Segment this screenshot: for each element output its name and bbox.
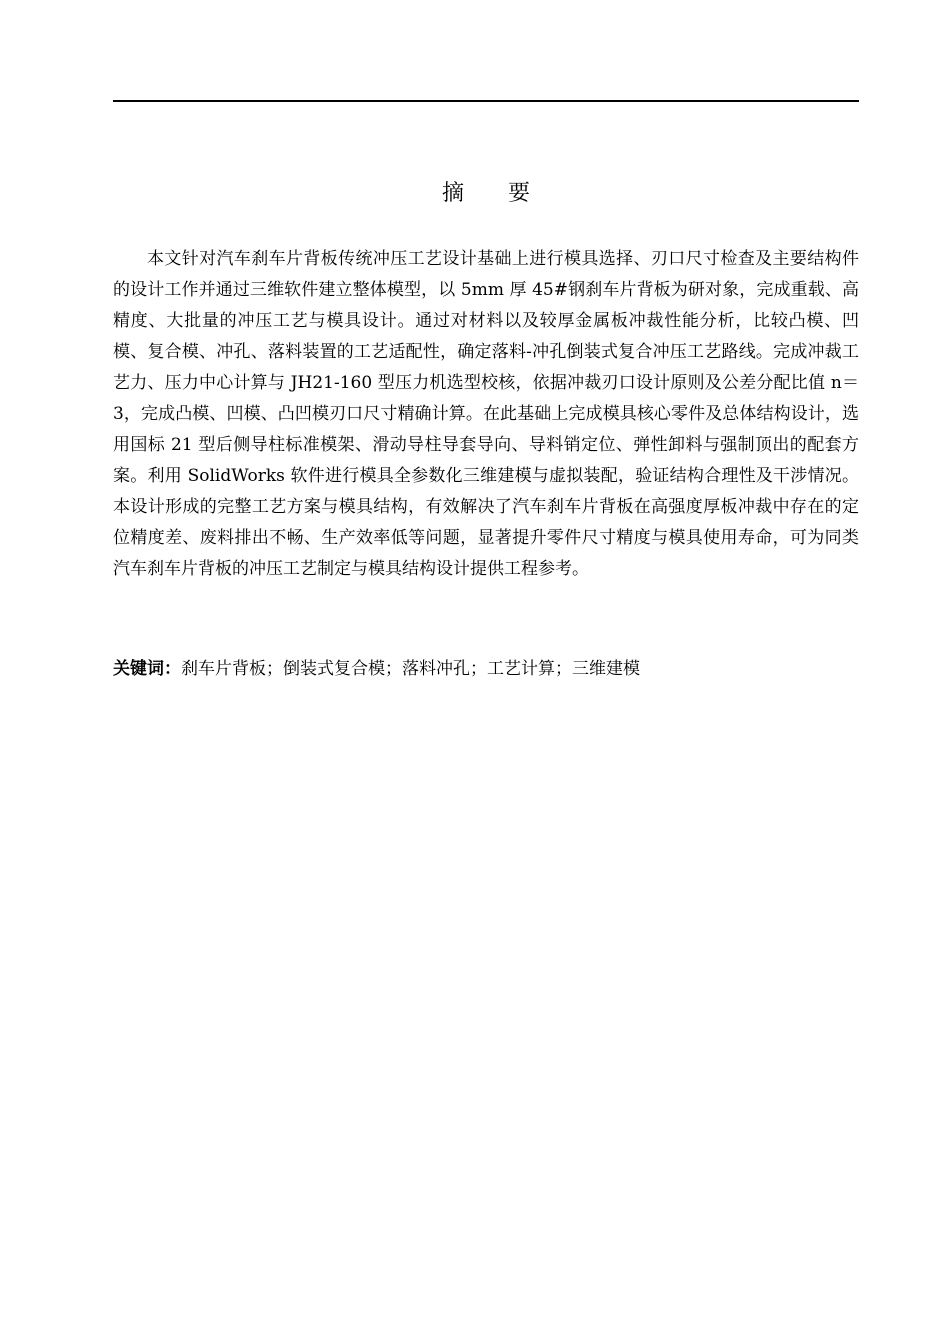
keywords-text: 刹车片背板；倒装式复合模；落料冲孔；工艺计算；三维建模 <box>181 659 640 679</box>
keywords-line <box>113 654 859 685</box>
header-rule <box>113 100 859 102</box>
abstract-body: 本文针对汽车刹车片背板传统冲压工艺设计基础上进行模具选择、刃口尺寸检查及主要结构件的设计工作并通过三维软件建立整体模型，以 5mm 厚 45#钢刹车片背板为研对象，完成重载、高精度、大批量的冲压工艺与模具设计。通过对材料以及较厚金属板冲裁性能分析，比较凸模、凹模、复合模、冲孔、落料装置的工艺适配性，确定落料-冲孔倒装式复合冲压工艺路线。完成冲裁工艺力、压力中心计算与 JH21-160 型压力机选型校核，依据冲裁刃口设计原则及公差分配比值 n＝3，完成凸模、凹模、凸凹模刃口尺寸精确计算。在此基础上完成模具核心零件及总体结构设计，选用国标 21 型后侧导柱标准模架、滑动导柱导套导向、导料销定位、弹性卸料与强制顶出的配套方案。利用 SolidWorks 软件进行模具全参数化三维建模与虚拟装配，验证结构合理性及干涉情况。本设计形成的完整工艺方案与模具结构，有效解决了汽车刹车片背板在高强度厚板冲裁中存在的定位精度差、废料排出不畅、生产效率低等问题，显著提升零件尺寸精度与模具使用寿命，可为同类汽车刹车片背板的冲压工艺制定与模具结构设计提供工程参考。 <box>113 249 859 579</box>
abstract-title: 摘 要 <box>441 181 530 206</box>
keywords-label: 关键词： <box>113 659 181 679</box>
